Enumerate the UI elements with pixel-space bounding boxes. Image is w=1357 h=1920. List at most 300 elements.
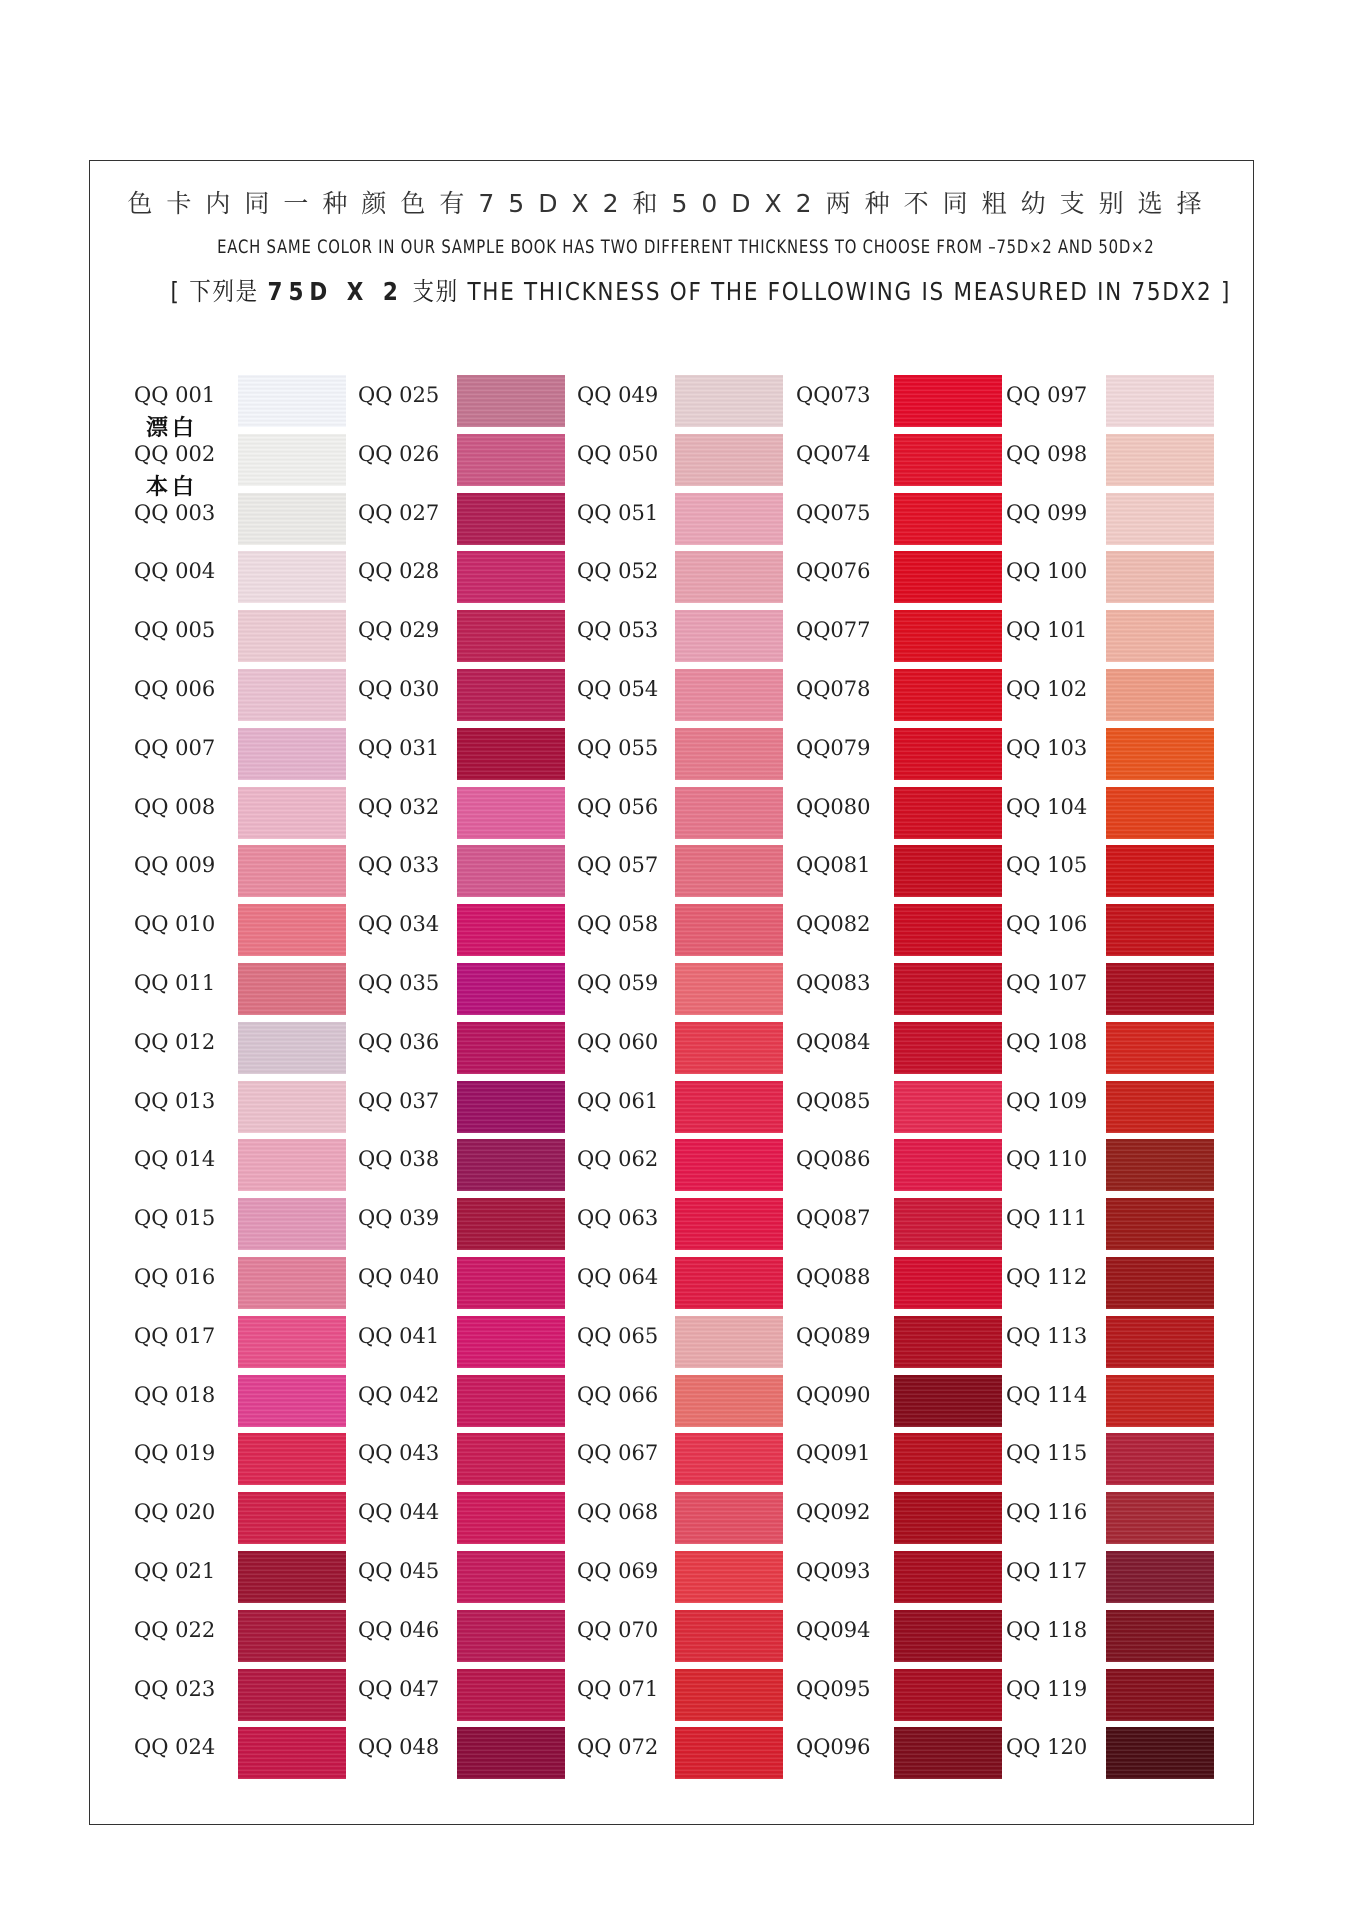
- thread-color-swatch: [238, 1610, 346, 1662]
- thread-color-swatch: [238, 787, 346, 839]
- thread-color-swatch: [894, 728, 1002, 780]
- thread-color-swatch: [457, 1610, 565, 1662]
- thread-color-swatch: [894, 1727, 1002, 1779]
- color-code-label: QQ 070: [577, 1617, 659, 1642]
- color-code-label: QQ 009: [134, 853, 216, 878]
- thread-color-swatch: [457, 1257, 565, 1309]
- color-code-label: QQ074: [796, 441, 871, 466]
- color-entry: [577, 1022, 785, 1081]
- color-code-label: QQ 002: [134, 441, 216, 466]
- color-code-label: QQ091: [796, 1441, 871, 1466]
- thread-color-swatch: [894, 845, 1002, 897]
- color-entry: [796, 1139, 1004, 1198]
- color-entry: [796, 1081, 1004, 1140]
- color-entry: [577, 493, 785, 552]
- color-entry: [358, 1022, 567, 1081]
- color-code-label: QQ081: [796, 853, 871, 878]
- color-entry: [796, 1375, 1004, 1434]
- color-entry: [1006, 1375, 1216, 1434]
- color-code-label: QQ085: [796, 1088, 871, 1113]
- color-code-label: QQ 026: [358, 441, 440, 466]
- color-entry: [134, 963, 348, 1022]
- thread-color-swatch: [238, 845, 346, 897]
- color-code-label: QQ 043: [358, 1441, 440, 1466]
- thread-color-swatch: [675, 1198, 783, 1250]
- color-entry: [1006, 551, 1216, 610]
- header-chinese-line: 色卡内同一种颜色有75DX2和50DX2两种不同粗幼支别选择: [127, 189, 1216, 218]
- color-name-label: 漂白: [146, 416, 199, 441]
- thread-color-swatch: [238, 1081, 346, 1133]
- color-entry: [1006, 1081, 1216, 1140]
- color-code-label: QQ 040: [358, 1264, 440, 1289]
- color-entry: [358, 1610, 567, 1669]
- color-code-label: QQ 053: [577, 618, 659, 643]
- color-code-label: QQ 044: [358, 1500, 440, 1525]
- color-entry: [134, 1433, 348, 1492]
- color-code-label: QQ 063: [577, 1206, 659, 1231]
- thread-color-swatch: [894, 787, 1002, 839]
- color-entry: [134, 375, 348, 441]
- thread-color-swatch: [457, 904, 565, 956]
- color-code-label: QQ095: [796, 1676, 871, 1701]
- thread-color-swatch: [894, 669, 1002, 721]
- color-entry: [134, 434, 348, 500]
- color-code-label: QQ 113: [1006, 1323, 1088, 1348]
- color-entry: [134, 728, 348, 787]
- color-entry: [577, 1551, 785, 1610]
- color-code-label: QQ 030: [358, 676, 440, 701]
- color-entry: [577, 1081, 785, 1140]
- color-code-label: QQ 106: [1006, 912, 1088, 937]
- thread-color-swatch: [457, 1081, 565, 1133]
- color-entry: [134, 904, 348, 963]
- thickness-bold: 75D X 2: [267, 277, 404, 306]
- color-entry: [358, 1492, 567, 1551]
- color-code-label: QQ 107: [1006, 970, 1088, 995]
- thread-color-swatch: [1106, 1492, 1214, 1544]
- thread-color-swatch: [675, 1022, 783, 1074]
- color-entry: [577, 669, 785, 728]
- thread-color-swatch: [675, 787, 783, 839]
- color-entry: [358, 669, 567, 728]
- color-code-label: QQ 014: [134, 1147, 216, 1172]
- thread-color-swatch: [1106, 1433, 1214, 1485]
- color-entry: [134, 845, 348, 904]
- color-code-label: QQ 108: [1006, 1029, 1088, 1054]
- thread-color-swatch: [1106, 728, 1214, 780]
- color-entry: [1006, 1022, 1216, 1081]
- thread-color-swatch: [675, 1316, 783, 1368]
- color-entry: [577, 1492, 785, 1551]
- color-entry: [577, 1610, 785, 1669]
- color-code-label: QQ 008: [134, 794, 216, 819]
- color-entry: [577, 1727, 785, 1786]
- thread-color-swatch: [675, 1610, 783, 1662]
- color-code-label: QQ089: [796, 1323, 871, 1348]
- color-code-label: QQ 117: [1006, 1558, 1088, 1583]
- color-code-label: QQ 050: [577, 441, 659, 466]
- color-entry: [577, 845, 785, 904]
- thread-color-swatch: [238, 434, 346, 486]
- color-entry: [134, 669, 348, 728]
- color-code-label: QQ 064: [577, 1264, 659, 1289]
- color-entry: [577, 551, 785, 610]
- thread-color-swatch: [238, 669, 346, 721]
- color-entry: [796, 1727, 1004, 1786]
- thread-color-swatch: [894, 1139, 1002, 1191]
- color-code-label: QQ087: [796, 1206, 871, 1231]
- color-entry: [1006, 1669, 1216, 1728]
- color-code-label: QQ 042: [358, 1382, 440, 1407]
- swatch-column: [358, 375, 567, 1786]
- thread-color-swatch: [1106, 669, 1214, 721]
- thread-color-swatch: [1106, 787, 1214, 839]
- color-code-label: QQ086: [796, 1147, 871, 1172]
- color-entry: [577, 375, 785, 434]
- color-code-label: QQ 047: [358, 1676, 440, 1701]
- thread-color-swatch: [457, 845, 565, 897]
- color-code-label: QQ 034: [358, 912, 440, 937]
- color-code-label: QQ 055: [577, 735, 659, 760]
- thread-color-swatch: [238, 375, 346, 427]
- color-entry: [577, 787, 785, 846]
- thread-color-swatch: [1106, 845, 1214, 897]
- color-entry: [358, 1316, 567, 1375]
- color-code-label: QQ 109: [1006, 1088, 1088, 1113]
- bracket-close: ]: [1220, 277, 1232, 306]
- thread-color-swatch: [1106, 551, 1214, 603]
- color-code-label: QQ 011: [134, 970, 216, 995]
- thread-color-swatch: [894, 1081, 1002, 1133]
- color-entry: [796, 375, 1004, 434]
- color-code-label: QQ 119: [1006, 1676, 1088, 1701]
- bracket-open: [: [170, 277, 181, 306]
- color-code-label: QQ 024: [134, 1735, 216, 1760]
- color-entry: [796, 1433, 1004, 1492]
- thickness-en-tail: THE THICKNESS OF THE FOLLOWING IS MEASURED IN 75DX2: [467, 277, 1213, 306]
- color-entry: [796, 1316, 1004, 1375]
- color-code-label: QQ076: [796, 559, 871, 584]
- thread-color-swatch: [457, 1022, 565, 1074]
- color-entry: [1006, 1139, 1216, 1198]
- color-code-label: QQ 114: [1006, 1382, 1088, 1407]
- thread-color-swatch: [238, 963, 346, 1015]
- color-entry: [1006, 1257, 1216, 1316]
- color-entry: [1006, 1492, 1216, 1551]
- color-code-label: QQ084: [796, 1029, 871, 1054]
- color-entry: [134, 1669, 348, 1728]
- thread-color-swatch: [1106, 1375, 1214, 1427]
- thread-color-swatch: [238, 610, 346, 662]
- color-entry: [358, 845, 567, 904]
- thread-color-swatch: [894, 375, 1002, 427]
- thread-color-swatch: [675, 669, 783, 721]
- thread-color-swatch: [675, 728, 783, 780]
- color-code-label: QQ 029: [358, 618, 440, 643]
- thread-color-swatch: [457, 1727, 565, 1779]
- color-code-label: QQ 021: [134, 1558, 216, 1583]
- color-entry: [577, 1198, 785, 1257]
- thread-color-swatch: [1106, 1727, 1214, 1779]
- color-code-label: QQ078: [796, 676, 871, 701]
- color-code-label: QQ 111: [1006, 1206, 1088, 1231]
- thread-color-swatch: [457, 1492, 565, 1544]
- thread-color-swatch: [675, 1669, 783, 1721]
- color-entry: [796, 787, 1004, 846]
- thread-color-swatch: [894, 610, 1002, 662]
- color-entry: [577, 728, 785, 787]
- thread-color-swatch: [238, 1022, 346, 1074]
- color-code-label: QQ 099: [1006, 500, 1088, 525]
- color-entry: [134, 1610, 348, 1669]
- color-code-label: QQ 036: [358, 1029, 440, 1054]
- thread-color-swatch: [238, 1433, 346, 1485]
- color-code-label: QQ092: [796, 1500, 871, 1525]
- thread-color-swatch: [675, 963, 783, 1015]
- thread-color-swatch: [457, 1551, 565, 1603]
- color-code-label: QQ 018: [134, 1382, 216, 1407]
- color-entry: [134, 1257, 348, 1316]
- color-entry: [577, 1375, 785, 1434]
- color-entry: [577, 904, 785, 963]
- color-code-label: QQ 028: [358, 559, 440, 584]
- color-code-label: QQ 037: [358, 1088, 440, 1113]
- color-entry: [134, 1139, 348, 1198]
- color-entry: [358, 1257, 567, 1316]
- thread-color-swatch: [675, 845, 783, 897]
- thread-color-swatch: [675, 375, 783, 427]
- header-english-line: EACH SAME COLOR IN OUR SAMPLE BOOK HAS TWO DIFFERENT THICKNESS TO CHOOSE FROM –75D×2 AND 50D×2: [217, 236, 1155, 258]
- color-entry: [796, 493, 1004, 552]
- color-code-label: QQ 115: [1006, 1441, 1088, 1466]
- color-entry: [134, 1492, 348, 1551]
- color-entry: [134, 1081, 348, 1140]
- thread-color-swatch: [1106, 375, 1214, 427]
- thread-color-swatch: [675, 493, 783, 545]
- color-entry: [134, 1198, 348, 1257]
- color-code-label: QQ 046: [358, 1617, 440, 1642]
- color-code-label: QQ077: [796, 618, 871, 643]
- color-entry: [1006, 1727, 1216, 1786]
- thread-color-swatch: [238, 493, 346, 545]
- color-entry: [577, 434, 785, 493]
- color-entry: [134, 493, 348, 552]
- color-code-label: QQ 033: [358, 853, 440, 878]
- thread-color-swatch: [238, 1669, 346, 1721]
- color-code-label: QQ 057: [577, 853, 659, 878]
- thread-color-swatch: [675, 551, 783, 603]
- thread-color-swatch: [238, 1551, 346, 1603]
- color-code-label: QQ 025: [358, 383, 440, 407]
- color-code-label: QQ 005: [134, 618, 216, 643]
- thread-color-swatch: [675, 1139, 783, 1191]
- color-code-label: QQ094: [796, 1617, 871, 1642]
- thread-color-swatch: [894, 1198, 1002, 1250]
- color-code-label: QQ 027: [358, 500, 440, 525]
- color-entry: [796, 1492, 1004, 1551]
- thread-color-swatch: [1106, 1610, 1214, 1662]
- thread-color-swatch: [1106, 963, 1214, 1015]
- thread-color-swatch: [894, 551, 1002, 603]
- color-code-label: QQ096: [796, 1735, 871, 1760]
- color-code-label: QQ 012: [134, 1029, 216, 1054]
- color-entry: [358, 1669, 567, 1728]
- color-code-label: QQ 072: [577, 1735, 659, 1760]
- color-entry: [1006, 1433, 1216, 1492]
- color-entry: [577, 1139, 785, 1198]
- thread-color-swatch: [1106, 493, 1214, 545]
- color-entry: [358, 610, 567, 669]
- thread-color-swatch: [1106, 1316, 1214, 1368]
- color-entry: [1006, 493, 1216, 552]
- thread-color-swatch: [675, 434, 783, 486]
- thread-color-swatch: [1106, 1669, 1214, 1721]
- thread-color-swatch: [894, 493, 1002, 545]
- thread-color-swatch: [238, 1198, 346, 1250]
- thread-color-swatch: [1106, 1081, 1214, 1133]
- color-entry: [1006, 375, 1216, 434]
- color-code-label: QQ 100: [1006, 559, 1088, 584]
- swatch-column: [134, 375, 348, 1786]
- thread-color-swatch: [894, 1492, 1002, 1544]
- color-entry: [358, 493, 567, 552]
- color-code-label: QQ 102: [1006, 676, 1088, 701]
- color-code-label: QQ 020: [134, 1500, 216, 1525]
- color-entry: [577, 1669, 785, 1728]
- color-entry: [796, 728, 1004, 787]
- thread-color-swatch: [238, 728, 346, 780]
- thread-color-swatch: [894, 963, 1002, 1015]
- color-code-label: QQ 116: [1006, 1500, 1088, 1525]
- color-code-label: QQ 038: [358, 1147, 440, 1172]
- color-entry: [358, 1139, 567, 1198]
- color-code-label: QQ 066: [577, 1382, 659, 1407]
- color-entry: [134, 1316, 348, 1375]
- thread-color-swatch: [675, 1081, 783, 1133]
- color-entry: [1006, 1610, 1216, 1669]
- color-code-label: QQ 013: [134, 1088, 216, 1113]
- thread-color-swatch: [894, 904, 1002, 956]
- color-code-label: QQ 118: [1006, 1617, 1088, 1642]
- thread-color-swatch: [457, 551, 565, 603]
- color-code-label: QQ 098: [1006, 441, 1088, 466]
- thread-color-swatch: [1106, 1198, 1214, 1250]
- thread-color-swatch: [238, 1139, 346, 1191]
- color-code-label: QQ 060: [577, 1029, 659, 1054]
- thread-color-swatch: [238, 551, 346, 603]
- color-code-label: QQ 067: [577, 1441, 659, 1466]
- color-entry: [796, 904, 1004, 963]
- thread-color-swatch: [894, 1257, 1002, 1309]
- thread-color-swatch: [894, 1433, 1002, 1485]
- color-code-label: QQ093: [796, 1558, 871, 1583]
- thread-color-swatch: [457, 1433, 565, 1485]
- color-entry: [1006, 1198, 1216, 1257]
- color-entry: [577, 1257, 785, 1316]
- color-code-label: QQ 054: [577, 676, 659, 701]
- thread-color-swatch: [457, 669, 565, 721]
- color-code-label: QQ 065: [577, 1323, 659, 1348]
- color-code-label: QQ 004: [134, 559, 216, 584]
- thread-color-swatch: [675, 1257, 783, 1309]
- color-entry: [134, 1727, 348, 1786]
- color-code-label: QQ075: [796, 500, 871, 525]
- thread-color-swatch: [457, 963, 565, 1015]
- color-code-label: QQ 069: [577, 1558, 659, 1583]
- color-entry: [796, 1610, 1004, 1669]
- color-code-label: QQ 062: [577, 1147, 659, 1172]
- color-code-label: QQ 016: [134, 1264, 216, 1289]
- thread-color-swatch: [457, 1316, 565, 1368]
- thread-color-swatch: [238, 1375, 346, 1427]
- color-code-label: QQ 007: [134, 735, 216, 760]
- thread-color-swatch: [894, 1316, 1002, 1368]
- thread-color-swatch: [894, 434, 1002, 486]
- color-entry: [1006, 845, 1216, 904]
- thread-color-swatch: [894, 1610, 1002, 1662]
- color-entry: [1006, 434, 1216, 493]
- color-code-label: QQ 120: [1006, 1735, 1088, 1760]
- color-code-label: QQ 049: [577, 383, 659, 407]
- color-entry: [796, 1551, 1004, 1610]
- color-entry: [796, 845, 1004, 904]
- thread-color-swatch: [457, 728, 565, 780]
- color-code-label: QQ 110: [1006, 1147, 1088, 1172]
- color-entry: [796, 1257, 1004, 1316]
- thread-color-swatch: [1106, 1022, 1214, 1074]
- color-entry: [358, 1551, 567, 1610]
- color-entry: [796, 669, 1004, 728]
- color-entry: [358, 551, 567, 610]
- color-entry: [358, 375, 567, 434]
- color-code-label: QQ 052: [577, 559, 659, 584]
- color-code-label: QQ 045: [358, 1558, 440, 1583]
- color-entry: [796, 1669, 1004, 1728]
- thread-color-swatch: [238, 1316, 346, 1368]
- color-code-label: QQ080: [796, 794, 871, 819]
- color-code-label: QQ 032: [358, 794, 440, 819]
- color-code-label: QQ 103: [1006, 735, 1088, 760]
- color-code-label: QQ090: [796, 1382, 871, 1407]
- color-code-label: QQ088: [796, 1264, 871, 1289]
- swatch-column: [577, 375, 785, 1786]
- thread-color-swatch: [457, 1198, 565, 1250]
- thread-color-swatch: [675, 1375, 783, 1427]
- thickness-cn-suffix: 支别: [412, 277, 459, 306]
- color-code-label: QQ 059: [577, 970, 659, 995]
- color-code-label: QQ 015: [134, 1206, 216, 1231]
- header: [89, 160, 1254, 360]
- color-entry: [577, 963, 785, 1022]
- thread-color-swatch: [238, 1727, 346, 1779]
- color-code-label: QQ 048: [358, 1735, 440, 1760]
- color-entry: [134, 1022, 348, 1081]
- thread-color-swatch: [675, 1492, 783, 1544]
- thread-color-swatch: [675, 1727, 783, 1779]
- color-code-label: QQ 003: [134, 500, 216, 525]
- color-entry: [796, 434, 1004, 493]
- thread-color-swatch: [1106, 610, 1214, 662]
- color-entry: [134, 1375, 348, 1434]
- color-entry: [358, 1727, 567, 1786]
- color-entry: [577, 610, 785, 669]
- color-entry: [1006, 963, 1216, 1022]
- thread-color-swatch: [675, 904, 783, 956]
- thread-color-swatch: [238, 1257, 346, 1309]
- color-entry: [358, 1081, 567, 1140]
- color-code-label: QQ 041: [358, 1323, 440, 1348]
- thread-color-swatch: [675, 1433, 783, 1485]
